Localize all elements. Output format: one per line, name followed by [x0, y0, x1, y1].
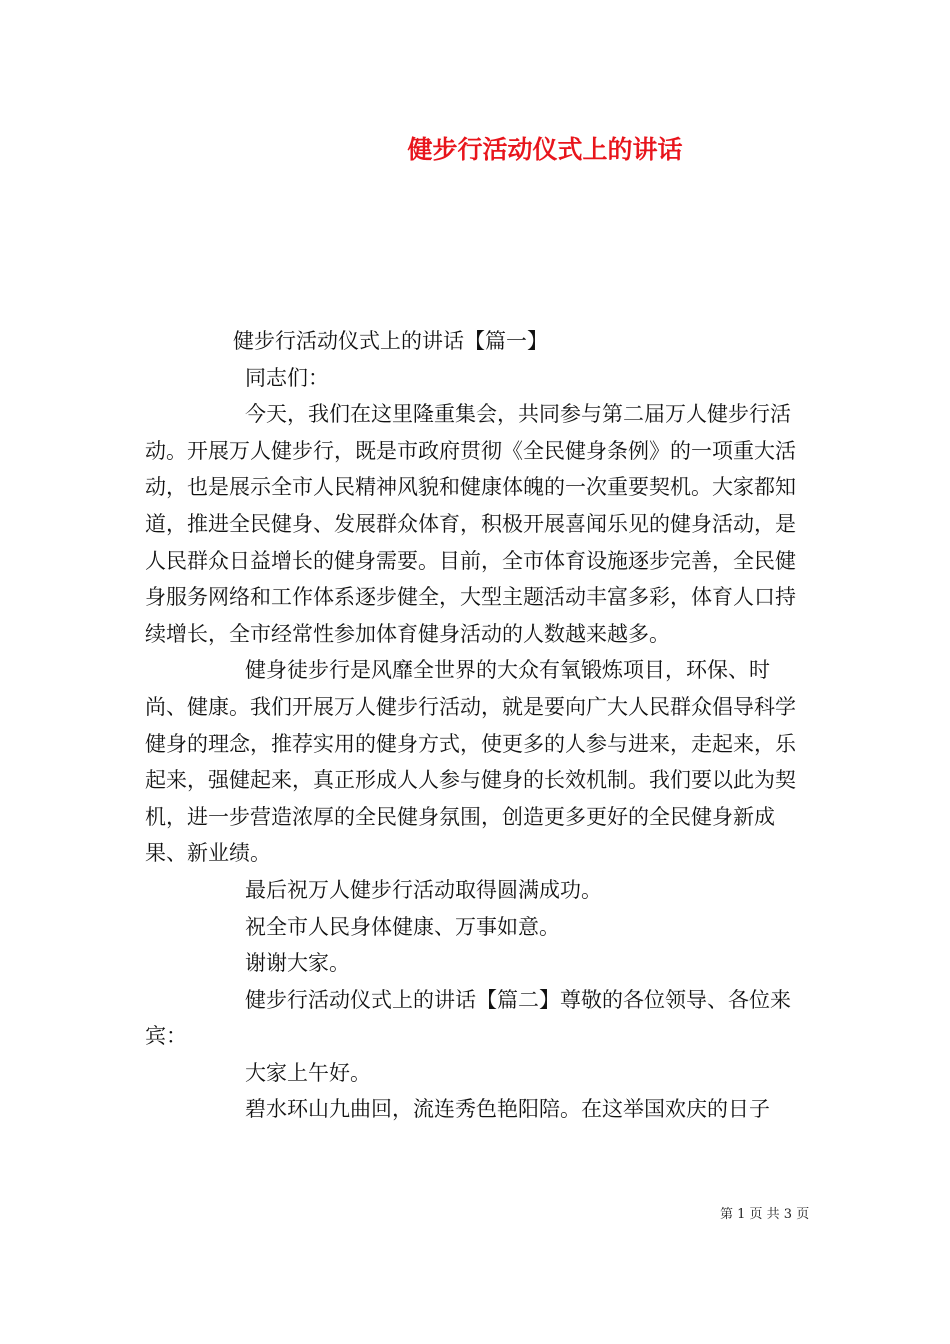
paragraph: 健身徒步行是风靡全世界的大众有氧锻炼项目，环保、时尚、健康。我们开展万人健步行活动，就是要向广大人民群众倡导科学健身的理念，推荐实用的健身方式，使更多的人参与进来，走起来，乐起来，强健起来，真正形成人人参与健身的长效机制。我们要以此为契机，进一步营造浓厚的全民健身氛围，创造更多更好的全民健身新成果、新业绩。 — [145, 658, 796, 866]
salutation: 同志们： — [245, 365, 329, 390]
paragraph: 今天，我们在这里隆重集会，共同参与第二届万人健步行活动。开展万人健步行，既是市政府贯彻《全民健身条例》的一项重大活动，也是展示全市人民精神风貌和健康体魄的一次重要契机。大家都知道，推进全民健身、发展群众体育，积极开展喜闻乐见的健身活动，是人民群众日益增长的健身需要。目前，全市体育设施逐步完善，全民健身服务网络和工作体系逐步健全，大型主题活动丰富多彩，体育人口持续增长，全市经常性参加体育健身活动的人数越来越多。 — [145, 402, 796, 646]
page-footer: 第 1 页 共 3 页 — [720, 1207, 810, 1222]
section-heading-2: 健步行活动仪式上的讲话【篇二】尊敬的各位领导、各位来宾： — [145, 987, 791, 1049]
section-heading-1: 健步行活动仪式上的讲话【篇一】 — [233, 329, 548, 353]
paragraph: 最后祝万人健步行活动取得圆满成功。 — [245, 877, 602, 902]
paragraph: 大家上午好。 — [245, 1060, 371, 1085]
paragraph: 碧水环山九曲回，流连秀色艳阳陪。在这举国欢庆的日子 — [245, 1097, 770, 1122]
document-body — [145, 323, 809, 1128]
document-title: 健步行活动仪式上的讲话 — [407, 135, 683, 164]
paragraph: 祝全市人民身体健康、万事如意。 — [245, 914, 560, 939]
paragraph: 谢谢大家。 — [245, 951, 350, 976]
